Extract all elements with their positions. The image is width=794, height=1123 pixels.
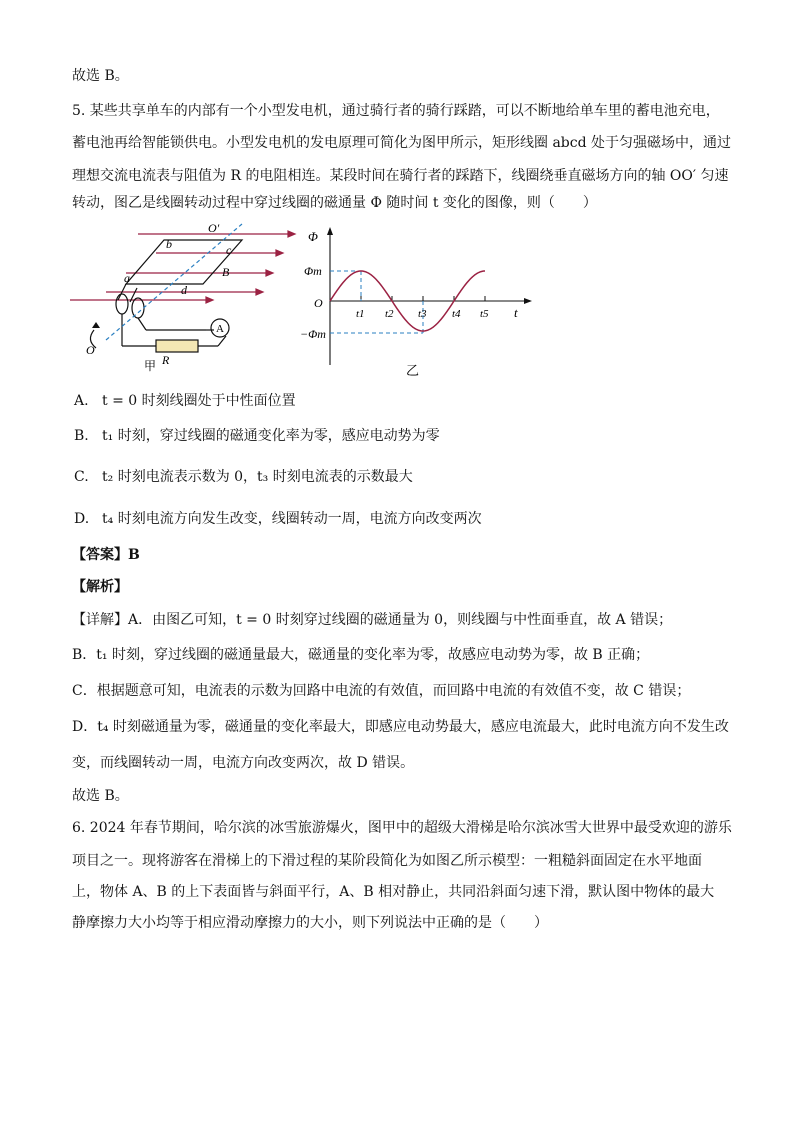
label-c: c bbox=[226, 243, 232, 257]
analysis-heading: 【解析】 bbox=[72, 579, 128, 595]
label-phi-m: Φm bbox=[304, 264, 322, 278]
option-a-label: A. bbox=[74, 393, 89, 409]
label-origin: O bbox=[314, 296, 323, 310]
answer-line: 【答案】B bbox=[72, 547, 140, 563]
question-6-stem-2: 项目之一。现将游客在滑梯上的下滑过程的某阶段简化为如图乙所示模型：一粗糙斜面固定在水平地面 bbox=[72, 853, 702, 869]
figure-generator-diagram bbox=[66, 218, 306, 378]
label-O: O bbox=[86, 343, 95, 357]
label-neg-phi-m: −Φm bbox=[300, 327, 326, 341]
question-5-stem-3: 理想交流电流表与阻值为 R 的电阻相连。某段时间在骑行者的踩踏下，线圈绕垂直磁场方向的轴 OO′ 匀速 bbox=[72, 168, 729, 184]
option-a bbox=[74, 391, 296, 411]
question-5-stem-4: 转动，图乙是线圈转动过程中穿过线圈的磁通量 Φ 随时间 t 变化的图像，则（ ） bbox=[72, 195, 597, 211]
option-c-text: t₂ 时刻电流表示数为 0，t₃ 时刻电流表的示数最大 bbox=[102, 469, 413, 485]
explanation-d: D．t₄ 时刻磁通量为零，磁通量的变化率最大，即感应电动势最大，感应电流最大，此时电流方向不发生改 bbox=[72, 719, 729, 735]
label-a: a bbox=[124, 271, 130, 285]
label-R: R bbox=[162, 353, 170, 367]
tick-label-t2: t2 bbox=[385, 308, 394, 320]
figure-caption-jia: 甲 bbox=[144, 359, 157, 373]
option-b-label: B. bbox=[74, 428, 89, 444]
explanation-a: 【详解】A．由图乙可知，t = 0 时刻穿过线圈的磁通量为 0，则线圈与中性面垂直，故 A 错误； bbox=[72, 612, 673, 628]
tick-label-t3: t3 bbox=[418, 308, 427, 320]
figure-caption-yi: 乙 bbox=[406, 363, 420, 378]
final-answer-line: 故选 B。 bbox=[72, 788, 129, 804]
label-O-prime: O′ bbox=[208, 221, 220, 235]
explanation-d-cont: 变，而线圈转动一周，电流方向改变两次，故 D 错误。 bbox=[72, 755, 415, 771]
axis-label-phi: Φ bbox=[308, 229, 318, 244]
label-d: d bbox=[181, 283, 187, 297]
question-5-stem-2: 蓄电池再给智能锁供电。小型发电机的发电原理可简化为图甲所示，矩形线圈 abcd 处于匀强磁场中，通过 bbox=[72, 135, 732, 151]
option-a-text: t = 0 时刻线圈处于中性面位置 bbox=[102, 393, 296, 409]
label-b: b bbox=[166, 237, 172, 251]
label-B: B bbox=[222, 265, 230, 279]
option-d-label: D. bbox=[74, 511, 90, 527]
tick-label-t4: t4 bbox=[452, 308, 461, 320]
explanation-b: B．t₁ 时刻，穿过线圈的磁通量最大，磁通量的变化率为零，故感应电动势为零，故 B 正确； bbox=[72, 647, 650, 663]
axis-label-t: t bbox=[514, 305, 518, 320]
question-5-stem-1: 5. 某些共享单车的内部有一个小型发电机，通过骑行者的骑行踩踏，可以不断地给单车里的蓄电池充电， bbox=[72, 103, 720, 119]
previous-answer-line: 故选 B。 bbox=[72, 68, 129, 84]
tick-label-t1: t1 bbox=[356, 308, 365, 320]
explanation-c: C．根据题意可知，电流表的示数为回路中电流的有效值，而回路中电流的有效值不变，故 C 错误； bbox=[72, 683, 691, 699]
question-6-stem-3: 上，物体 A、B 的上下表面皆与斜面平行，A、B 相对静止，共同沿斜面匀速下滑，默认图中物体的最大 bbox=[72, 884, 715, 900]
option-d bbox=[74, 509, 482, 529]
tick-label-t5: t5 bbox=[480, 308, 489, 320]
option-b bbox=[74, 426, 440, 446]
question-6-stem-4: 静摩擦力大小均等于相应滑动摩擦力的大小，则下列说法中正确的是（ ） bbox=[72, 915, 548, 931]
option-c-label: C. bbox=[74, 469, 89, 485]
figure-flux-graph bbox=[300, 225, 540, 385]
question-6-stem-1: 6. 2024 年春节期间，哈尔滨的冰雪旅游爆火，图甲中的超级大滑梯是哈尔滨冰雪大世界中最受欢迎的游乐 bbox=[72, 820, 732, 836]
option-d-text: t₄ 时刻电流方向发生改变，线圈转动一周，电流方向改变两次 bbox=[102, 511, 482, 527]
option-b-text: t₁ 时刻，穿过线圈的磁通变化率为零，感应电动势为零 bbox=[102, 428, 440, 444]
label-ammeter: A bbox=[216, 323, 224, 335]
option-c bbox=[74, 467, 413, 487]
